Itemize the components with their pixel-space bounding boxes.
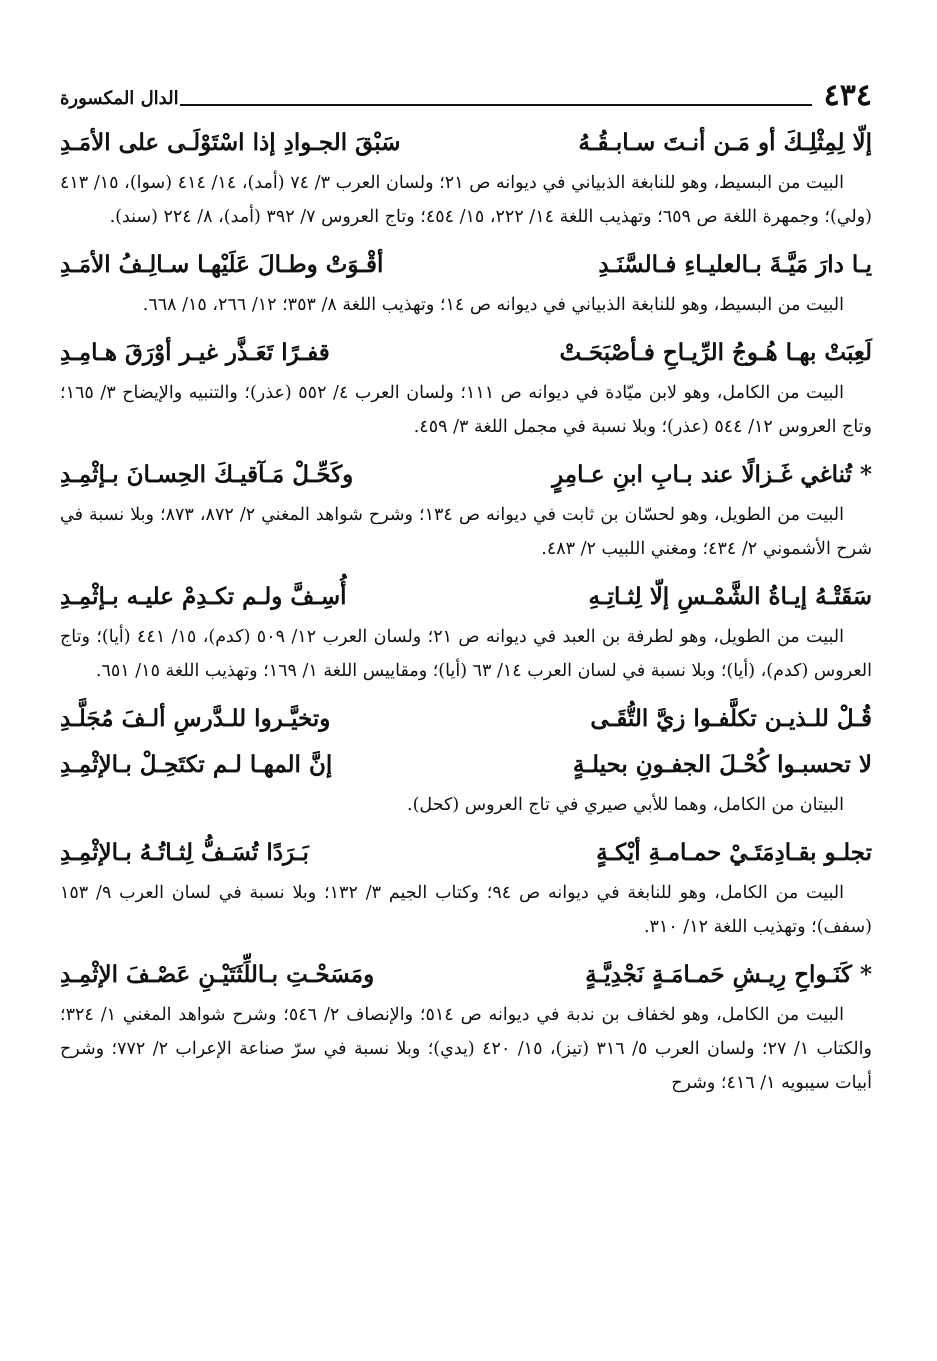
second-hemistich: سَبْقَ الجـوادِ إذا اسْتَوْلَـى على الأمَـدِ <box>60 129 401 156</box>
verse-note <box>60 498 872 566</box>
verse-entry <box>60 452 872 566</box>
verse-line <box>60 696 872 742</box>
first-hemistich: تجلـو بقـادِمَتَـيْ حمـامـةِ أيْكـةٍ <box>596 839 872 866</box>
second-hemistich: ومَسَحْـتِ بـاللِّثَتَيْـنِ عَصْـفَ الإثْمِـدِ <box>60 961 375 988</box>
verse-line <box>60 330 872 376</box>
note-text: البيت من الكامل، وهو للنابغة في ديوانه ص ٩٤؛ وكتاب الجيم ٣/ ١٣٢؛ وبلا نسبة في لسان العرب ٩/ ١٥٣ (سفف)؛ وتهذيب اللغة ١٢/ ٣١٠. <box>60 883 872 937</box>
verse-note <box>60 998 872 1100</box>
section-title: الدال المكسورة <box>60 88 179 109</box>
verse-line <box>60 742 872 788</box>
verse-line <box>60 830 872 876</box>
second-hemistich: أقْـوَتْ وطـالَ عَلَيْهـا سـالِـفُ الأمَـدِ <box>60 251 384 278</box>
verse-note <box>60 620 872 688</box>
note-text: البيت من البسيط، وهو للنابغة الذبياني في ديوانه ص ١٤؛ وتهذيب اللغة ٨/ ٣٥٣؛ ١٢/ ٢٦٦، ١٥/ ٦٦٨. <box>142 295 844 315</box>
note-text: البيتان من الكامل، وهما للأبي صيري في تاج العروس (كحل). <box>407 795 844 815</box>
verse-entry <box>60 696 872 822</box>
verse-line <box>60 120 872 166</box>
verse-line <box>60 574 872 620</box>
note-text: البيت من البسيط، وهو للنابغة الذبياني في ديوانه ص ٢١؛ ولسان العرب ٣/ ٧٤ (أمد)، ١٤/ ٤١٤ (سوا)، ١٥/ ٤١٣ (ولي)؛ وجمهرة اللغة ص ٦٥٩؛ وتهذيب اللغة ١٤/ ٢٢٢، ١٥/ ٤٥٤؛ وتاج العروس ٧/ ٣٩٢ (أمد)، ٨/ ٢٢٤ (سند). <box>60 173 872 227</box>
verse-note <box>60 876 872 944</box>
page <box>60 78 872 1108</box>
verse-note <box>60 376 872 444</box>
verse-note <box>60 288 872 322</box>
second-hemistich: وكَحِّـلْ مَـآقيـكَ الحِسـانَ بـإثْمِـدِ <box>60 461 354 488</box>
verse-line <box>60 242 872 288</box>
first-hemistich: سَقَتْـهُ إيـاةُ الشَّمْـسِ إلّا لِثـاتِـهِ <box>588 583 872 610</box>
verse-note <box>60 166 872 234</box>
first-hemistich: إلّا لِمِثْلِـكَ أو مَـن أنـتَ سـابـقُـهُ <box>578 129 872 156</box>
verse-entry <box>60 574 872 688</box>
second-hemistich: قفـرًا تَعَـذَّر غيـر أوْرَقَ هـامِـدِ <box>60 339 330 366</box>
running-header <box>60 78 872 120</box>
verse-entry <box>60 952 872 1100</box>
note-text: البيت من الطويل، وهو لطرفة بن العبد في ديوانه ص ٢١؛ ولسان العرب ١٢/ ٥٠٩ (كدم)، ١٥/ ٤٤١ (أيا)؛ وتاج العروس (كدم)، (أيا)؛ وبلا نسبة في لسان العرب ١٤/ ٦٣ (أيا)؛ ومقاييس اللغة ١/ ١٦٩؛ وتهذيب اللغة ١٥/ ٦٥١. <box>60 627 872 681</box>
verse-note <box>60 788 872 822</box>
note-text: البيت من الكامل، وهو لخفاف بن ندبة في ديوانه ص ٥١٤؛ والإنصاف ٢/ ٥٤٦؛ وشرح شواهد المغني ١/ ٣٢٤؛ والكتاب ١/ ٢٧؛ ولسان العرب ٥/ ٣١٦ (تيز)، ١٥/ ٤٢٠ (يدي)؛ وبلا نسبة في سرّ صناعة الإعراب ٢/ ٧٧٢؛ وشرح أبيات سيبويه ١/ ٤١٦؛ وشرح <box>60 1005 872 1093</box>
first-hemistich: لَعِبَتْ بهـا هُـوجُ الرِّيـاحِ فـأصْبَحَـتْ <box>559 339 872 366</box>
verse-entry <box>60 330 872 444</box>
header-rule <box>180 104 812 106</box>
second-hemistich: بَـرَدًا تُسَـفُّ لِثـاتُـهُ بـالإثْمِـدِ <box>60 839 309 866</box>
first-hemistich: يـا دارَ مَيَّـةَ بـالعليـاءِ فـالسَّنَـدِ <box>598 251 872 278</box>
second-hemistich: إنَّ المهـا لـم تكتَحِـلْ بـالإثْمِـدِ <box>60 751 333 778</box>
note-text: البيت من الطويل، وهو لحسّان بن ثابت في ديوانه ص ١٣٤؛ وشرح شواهد المغني ٢/ ٨٧٢، ٨٧٣؛ وبلا نسبة في شرح الأشموني ٢/ ٤٣٤؛ ومغني اللبيب ٢/ ٤٨٣. <box>60 505 872 559</box>
second-hemistich: أُسِـفَّ ولـم تكـدِمْ عليـه بـإثْمِـدِ <box>60 583 347 610</box>
verse-line <box>60 452 872 498</box>
first-hemistich: * تُناغي غَـزالًا عند بـابِ ابنِ عـامِرٍ <box>552 461 872 488</box>
verse-entry <box>60 830 872 944</box>
verse-entry <box>60 120 872 234</box>
first-hemistich: قُـلْ للـذيـن تكلَّفـوا زيَّ التُّقَـى <box>590 705 872 732</box>
second-hemistich: وتخيَّـروا للـدَّرسِ ألـفَ مُجَلَّـدِ <box>60 705 331 732</box>
page-number: ٤٣٤ <box>823 78 872 113</box>
first-hemistich: لا تحسبـوا كُحْـلَ الجفـونِ بحيلـةٍ <box>572 751 872 778</box>
first-hemistich: * كَنَـواحِ رِيـشِ حَمـامَـةٍ نَجْدِيَّـةٍ <box>585 961 872 988</box>
verse-entry <box>60 242 872 322</box>
note-text: البيت من الكامل، وهو لابن ميّادة في ديوانه ص ١١١؛ ولسان العرب ٤/ ٥٥٢ (عذر)؛ والتنبيه والإيضاح ٣/ ١٦٥؛ وتاج العروس ١٢/ ٥٤٤ (عذر)؛ وبلا نسبة في مجمل اللغة ٣/ ٤٥٩. <box>60 383 872 437</box>
verse-line <box>60 952 872 998</box>
